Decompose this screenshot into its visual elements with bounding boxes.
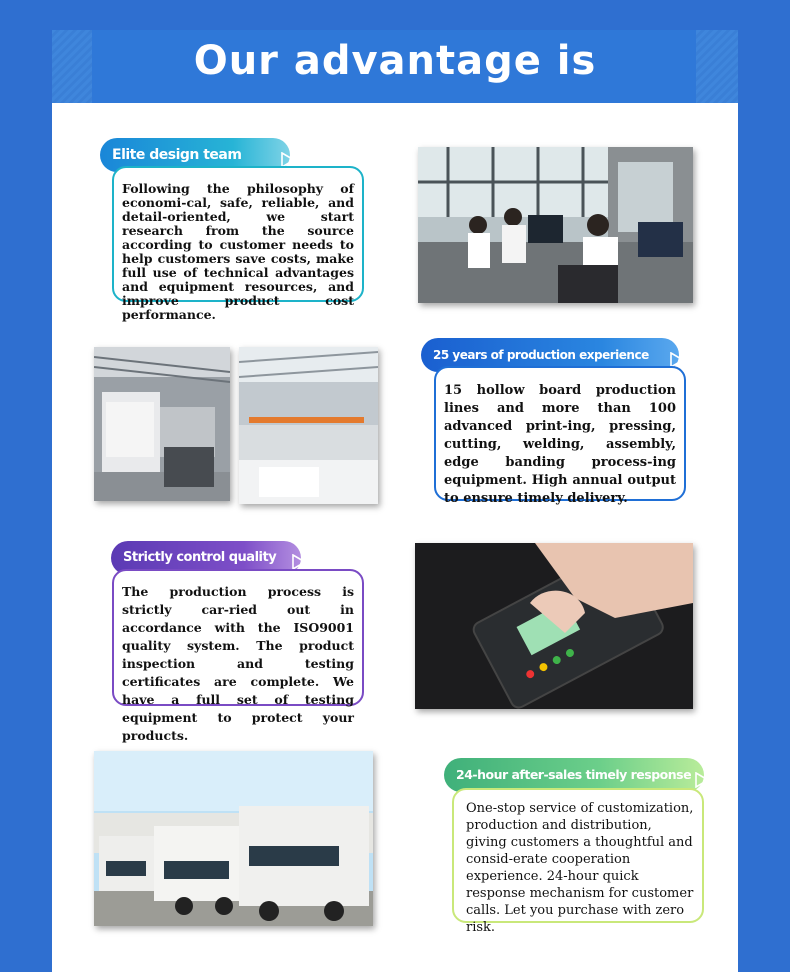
- tag-after-sales: 24-hour after-sales timely response: [444, 758, 704, 792]
- title-banner: [52, 30, 738, 103]
- photo-factory-machine: [94, 347, 230, 501]
- photo-delivery-trucks: [94, 751, 373, 926]
- text-box-after-sales: One-stop service of customization, production and distribution, giving customers a thoughtful and consid-erate cooperation experience. 24-hour quick response mechanism for customer calls. Let you purchase with zero risk.: [452, 788, 704, 923]
- photo-quality-tester: [415, 543, 693, 709]
- tag-production-experience: 25 years of production experience: [421, 338, 679, 372]
- text-box-production-experience: 15 hollow board production lines and more than 100 advanced print-ing, pressing, cutting, welding, assembly, edge banding process-ing equipment. High annual output to ensure timely delivery.: [434, 366, 686, 501]
- text-box-elite-design: Following the philosophy of economi-cal, safe, reliable, and detail-oriented, we start research from the source according to customer needs to help customers save costs, make full use of technical advantages and equipment resources, and improve product cost performance.: [112, 166, 364, 302]
- tag-quality-control: Strictly control quality: [111, 541, 301, 575]
- text-box-quality: The production process is strictly car-ried out in accordance with the ISO9001 quality system. The product inspection and testing certificates are complete. We have a full set of testing equipment to protect your products.: [112, 569, 364, 706]
- tag-elite-design-team: Elite design team: [100, 138, 290, 172]
- photo-office-team: [418, 147, 693, 303]
- page-title: Our advantage is: [193, 38, 597, 84]
- photo-factory-boards: [239, 347, 378, 504]
